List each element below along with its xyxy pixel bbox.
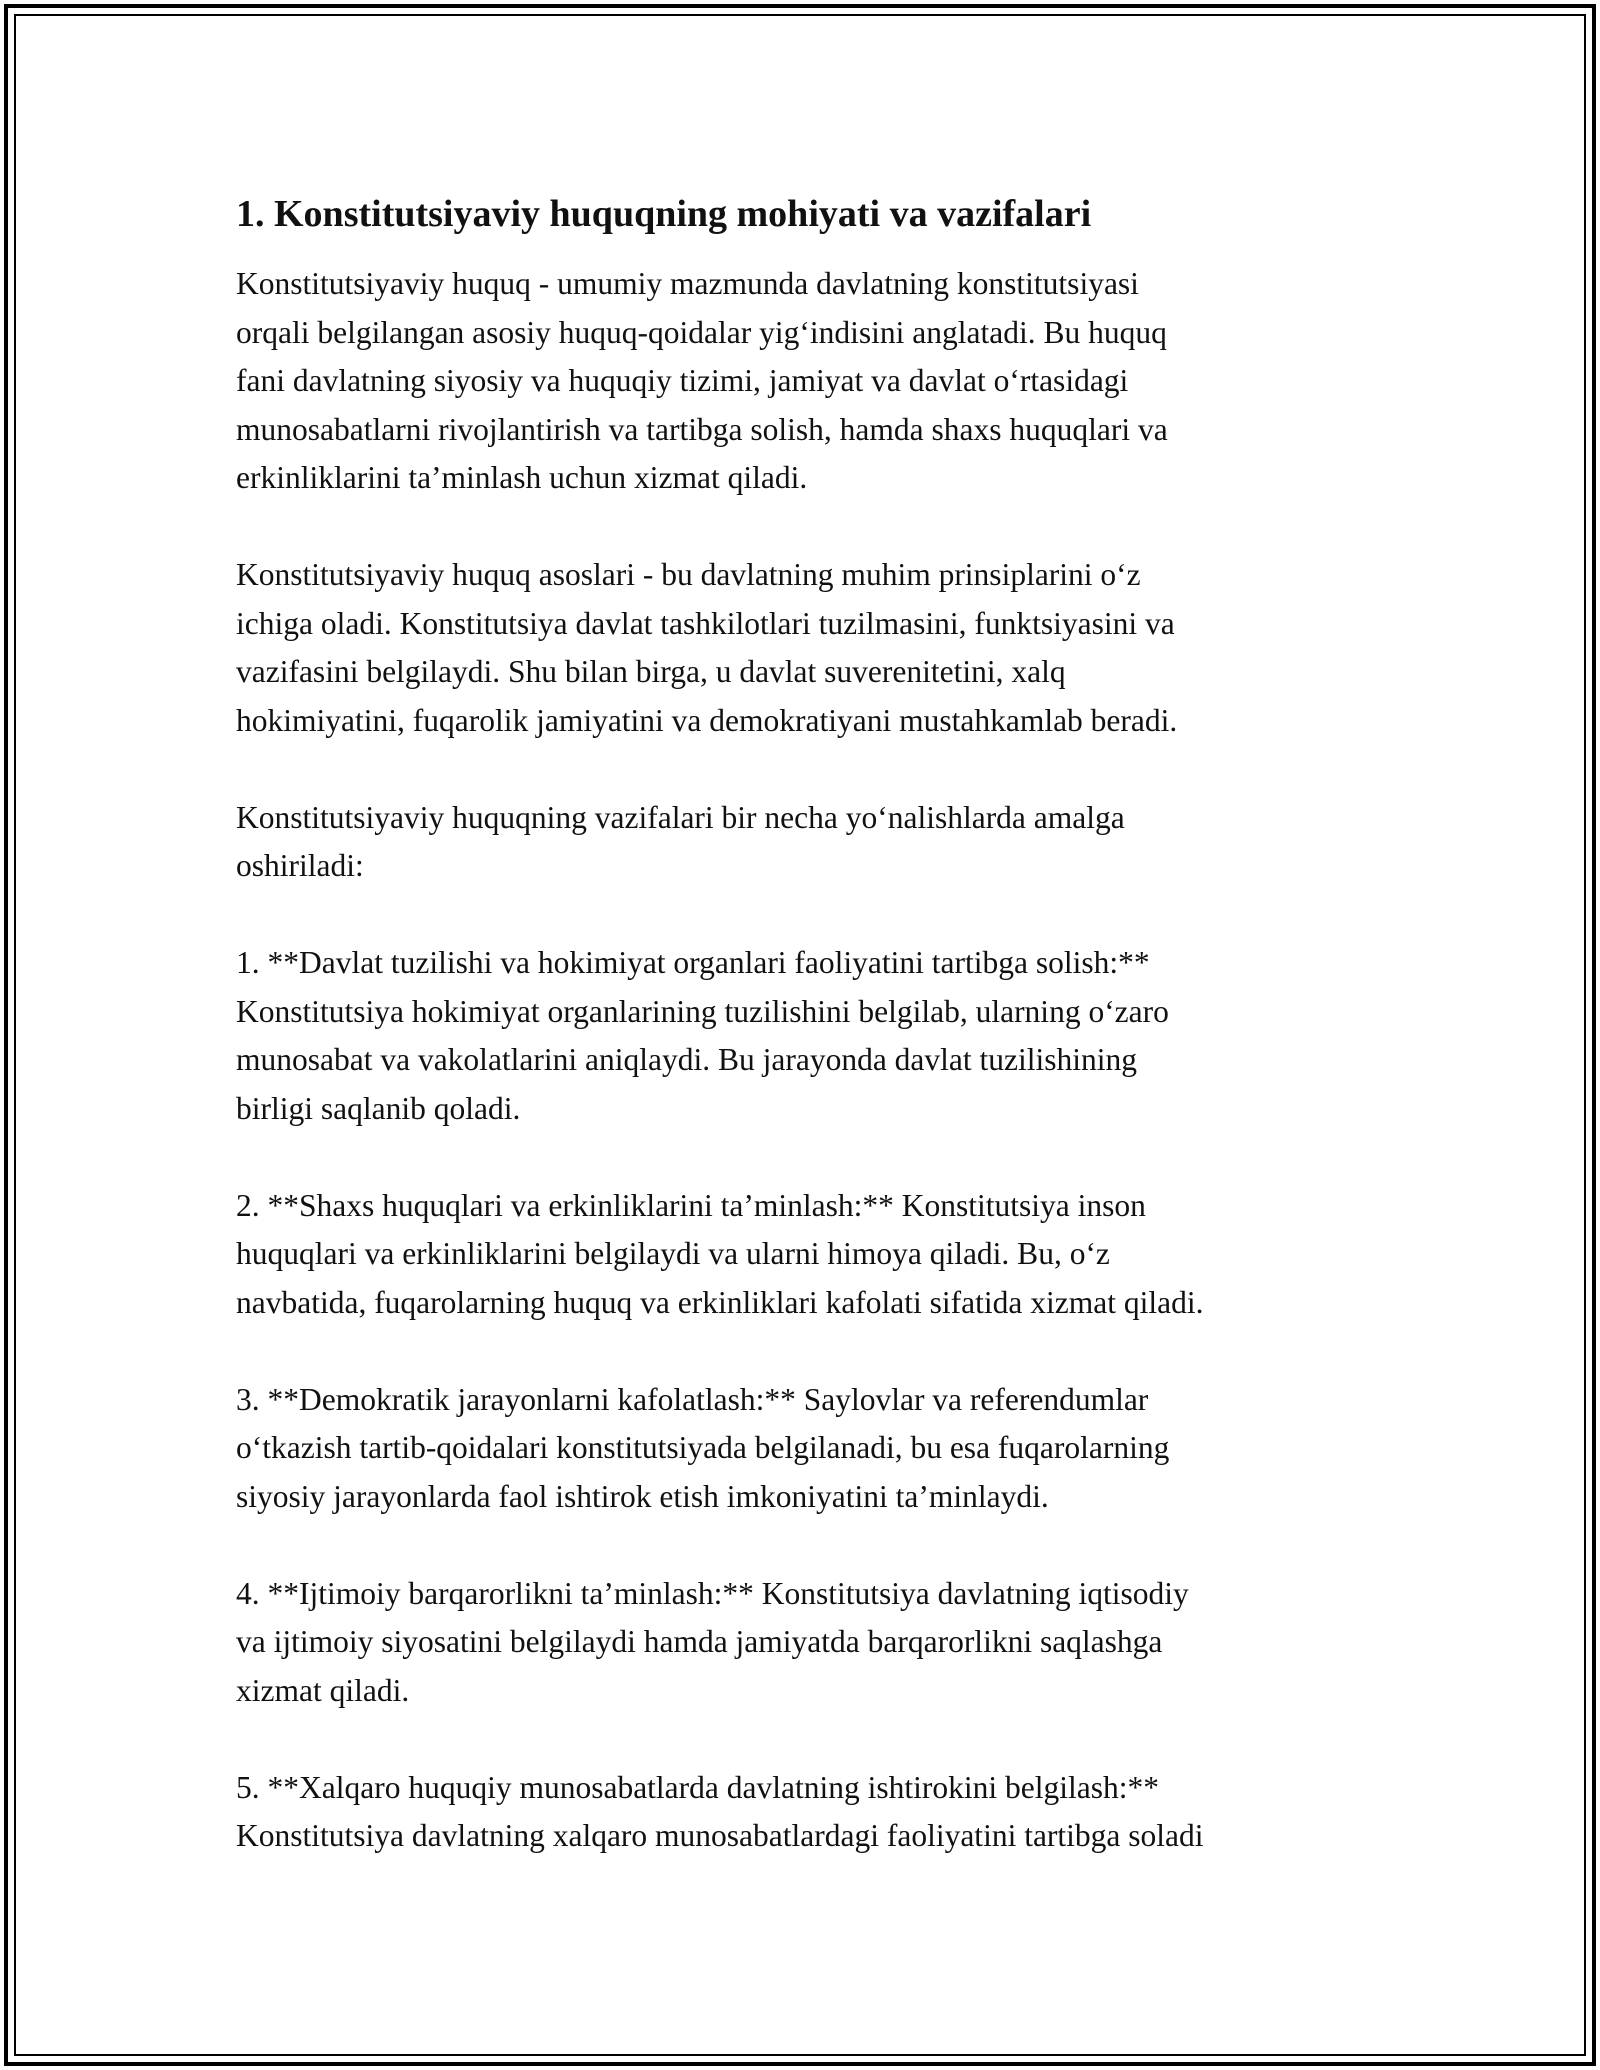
text-line: 4. **Ijtimoiy barqarorlikni ta’minlash:** Konstitutsiya davlatning iqtisodiy bbox=[236, 1575, 1189, 1611]
document-body bbox=[236, 190, 1396, 1861]
text-line: 3. **Demokratik jarayonlarni kafolatlash:** Saylovlar va referendumlar bbox=[236, 1381, 1149, 1417]
list-item-5 bbox=[236, 1764, 1396, 1861]
text-line: o‘tkazish tartib-qoidalari konstitutsiyada belgilanadi, bu esa fuqarolarning bbox=[236, 1430, 1170, 1465]
list-item-1 bbox=[236, 939, 1396, 1133]
text-line: xizmat qiladi. bbox=[236, 1672, 410, 1708]
list-item-2 bbox=[236, 1182, 1396, 1328]
text-line: Konstitutsiyaviy huquq - umumiy mazmunda davlatning konstitutsiyasi bbox=[236, 266, 1139, 301]
text-line: Konstitutsiyaviy huquqning vazifalari bir necha yo‘nalishlarda amalga bbox=[236, 799, 1125, 835]
paragraph-foundations bbox=[236, 551, 1396, 745]
list-item-3 bbox=[236, 1376, 1396, 1522]
text-line: ichiga oladi. Konstitutsiya davlat tashkilotlari tuzilmasini, funktsiyasini va bbox=[236, 605, 1175, 641]
text-line: navbatida, fuqarolarning huquq va erkinliklari kafolati sifatida xizmat qiladi. bbox=[236, 1284, 1204, 1320]
text-line: huquqlari va erkinliklarini belgilaydi va ularni himoya qiladi. Bu, o‘z bbox=[236, 1236, 1110, 1271]
text-line: vazifasini belgilaydi. Shu bilan birga, u davlat suverenitetini, xalq bbox=[236, 654, 1066, 689]
text-line: 1. **Davlat tuzilishi va hokimiyat organlari faoliyatini tartibga solish:** bbox=[236, 945, 1150, 980]
document-heading: 1. Konstitutsiyaviy huquqning mohiyati va vazifalari bbox=[236, 193, 1092, 235]
text-line: birligi saqlanib qoladi. bbox=[236, 1090, 521, 1126]
text-line: va ijtimoiy siyosatini belgilaydi hamda jamiyatda barqarorlikni saqlashga bbox=[236, 1624, 1163, 1659]
text-line: Konstitutsiya hokimiyat organlarining tuzilishini belgilab, ularning o‘zaro bbox=[236, 993, 1169, 1029]
text-line: fani davlatning siyosiy va huquqiy tizimi, jamiyat va davlat o‘rtasidagi bbox=[236, 363, 1129, 398]
text-line: Konstitutsiyaviy huquq asoslari - bu davlatning muhim prinsiplarini o‘z bbox=[236, 557, 1141, 592]
text-line: hokimiyatini, fuqarolik jamiyatini va demokratiyani mustahkamlab beradi. bbox=[236, 702, 1178, 738]
text-line: orqali belgilangan asosiy huquq-qoidalar yig‘indisini anglatadi. Bu huquq bbox=[236, 314, 1167, 350]
text-line: 5. **Xalqaro huquqiy munosabatlarda davlatning ishtirokini belgilash:** bbox=[236, 1769, 1159, 1805]
text-line: erkinliklarini ta’minlash uchun xizmat qiladi. bbox=[236, 460, 808, 495]
text-line: munosabat va vakolatlarini aniqlaydi. Bu jarayonda davlat tuzilishining bbox=[236, 1042, 1138, 1077]
paragraph-definition bbox=[236, 260, 1396, 503]
list-item-4 bbox=[236, 1570, 1396, 1716]
text-line: oshiriladi: bbox=[236, 848, 364, 883]
text-line: siyosiy jarayonlarda faol ishtirok etish imkoniyatini ta’minlaydi. bbox=[236, 1478, 1049, 1514]
paragraph-tasks-intro bbox=[236, 794, 1396, 891]
text-line: 2. **Shaxs huquqlari va erkinliklarini ta’minlash:** Konstitutsiya inson bbox=[236, 1187, 1146, 1223]
text-line: Konstitutsiya davlatning xalqaro munosabatlardagi faoliyatini tartibga soladi bbox=[236, 1818, 1204, 1853]
text-line: munosabatlarni rivojlantirish va tartibga solish, hamda shaxs huquqlari va bbox=[236, 411, 1168, 447]
